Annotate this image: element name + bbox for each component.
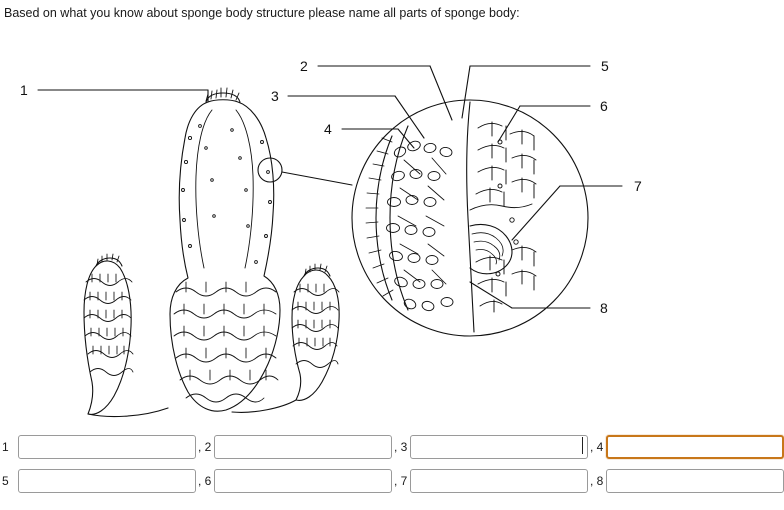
- answer-cell-1: [0, 435, 196, 459]
- answers-area: [0, 432, 784, 500]
- sponge-diagram-svg: [0, 30, 784, 420]
- magnified-cell-row-mid: [470, 204, 532, 210]
- sponge-osculum-cilia: [206, 88, 239, 101]
- magnified-chamber-striations: [472, 233, 503, 264]
- callout-number-7: 7: [634, 178, 642, 194]
- question-prompt: Based on what you know about sponge body structure please name all parts of sponge body:: [4, 6, 520, 20]
- callout-number-1: 1: [20, 82, 28, 98]
- callout-number-6: 6: [600, 98, 608, 114]
- magnified-spicule-needles: [398, 158, 446, 284]
- leader-line-7b: [512, 186, 560, 240]
- answer-input-3[interactable]: [410, 435, 588, 459]
- answer-row-top: [0, 432, 784, 462]
- answer-input-4[interactable]: [606, 435, 784, 459]
- answer-cell-6: [196, 469, 392, 493]
- answer-label-7: , 7: [394, 474, 408, 488]
- answer-label-3: , 3: [394, 440, 408, 454]
- answer-input-6[interactable]: [214, 469, 392, 493]
- answer-cell-3: [392, 435, 588, 459]
- callout-number-2: 2: [300, 58, 308, 74]
- answer-input-8[interactable]: [606, 469, 784, 493]
- answer-label-6: , 6: [198, 474, 212, 488]
- sponge-left-tube: [84, 261, 131, 414]
- answer-input-7[interactable]: [410, 469, 588, 493]
- detail-connector-line: [282, 172, 352, 185]
- text-caret: [582, 437, 583, 454]
- answer-label-8: , 8: [590, 474, 604, 488]
- answer-input-1[interactable]: [18, 435, 196, 459]
- sponge-inner-wall-left: [196, 110, 212, 268]
- sponge-central-body: [170, 100, 280, 411]
- answer-label-2: , 2: [198, 440, 212, 454]
- answer-row-bottom: [0, 466, 784, 496]
- answer-input-5[interactable]: [18, 469, 196, 493]
- callout-number-4: 4: [324, 121, 332, 137]
- magnified-view-circle: [352, 100, 588, 336]
- magnified-choanocyte-chamber: [470, 224, 512, 273]
- sponge-diagram-figure: [0, 30, 784, 420]
- leader-line-6b: [498, 106, 520, 142]
- magnified-lower-cells: [510, 218, 518, 244]
- sponge-left-tube-texture: [84, 274, 133, 376]
- magnified-outer-layer-inner-edge: [390, 126, 408, 310]
- callout-number-8: 8: [600, 300, 608, 316]
- leader-line-2b: [430, 66, 452, 120]
- answer-cell-4: [588, 435, 784, 459]
- sponge-base-cell-texture: [174, 282, 278, 402]
- magnified-wall-midline: [467, 102, 474, 332]
- sponge-ostia-texture: [182, 125, 272, 264]
- answer-cell-2: [196, 435, 392, 459]
- answer-input-2[interactable]: [214, 435, 392, 459]
- answer-cell-7: [392, 469, 588, 493]
- detail-marker-circle: [258, 158, 282, 182]
- sponge-right-tube-texture: [292, 284, 339, 368]
- magnified-outer-spicules: [366, 138, 393, 296]
- callout-number-3: 3: [271, 88, 279, 104]
- answer-label-1: 1: [2, 440, 9, 454]
- answer-label-5: 5: [2, 474, 9, 488]
- magnified-pinacocyte-cells: [470, 122, 536, 312]
- callout-number-5: 5: [601, 58, 609, 74]
- answer-label-4: , 4: [590, 440, 604, 454]
- answer-cell-5: [0, 469, 196, 493]
- answer-cell-8: [588, 469, 784, 493]
